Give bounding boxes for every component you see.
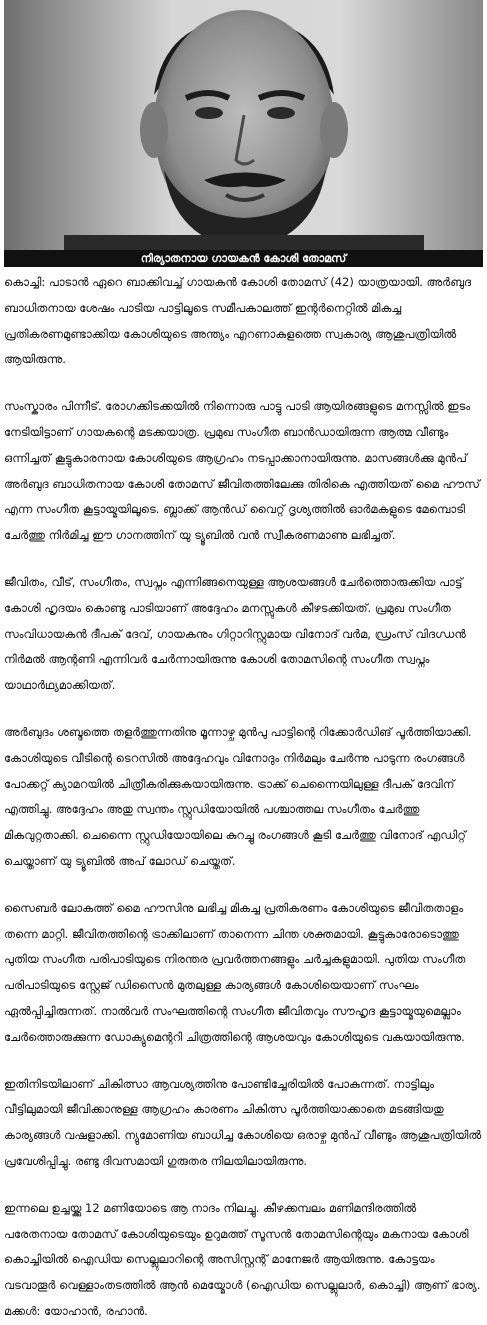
paragraph-7: ഇന്നലെ ഉച്ചയ്ക്കു 12 മണിയോടെ ആ നാദം നിലച്ചു. കീഴക്കമ്പലം മണിമന്ദിരത്തിൽ പരേതനായ തോമസ് കോശിയുടെയും ഉറുമത്ത് സൂസൻ തോമസിന്റെയും മകനായ കോശി കൊച്ചിയിൽ ഐഡിയ സെല്ലുലാറിന്റെ അസിസ്റ്റന്റ് മാനേജർ ആയിരുന്നു. കോട്ടയം വടവാതൂർ വെള്ളാംതടത്തിൽ ആൻ മെയ്മോൾ (ഐഡിയ സെല്ലുലാർ, കൊച്ചി) ആണ് ഭാര്യ. മക്കൾ: യോഹാൻ, രഹാൻ. bbox=[4, 1200, 481, 1318]
portrait-photo-icon bbox=[4, 0, 483, 250]
paragraph-1: കൊച്ചി: പാടാൻ ഏറെ ബാക്കിവച്ച് ഗായകൻ കോശി തോമസ് (42) യാത്രയായി. അർബുദ ബാധിതനായ ശേഷം പാടിയ പാട്ടിലൂടെ സമീപകാലത്ത് ഇന്റർനെറ്റിൽ മികച്ച പ്രതികരണമുണ്ടാക്കിയ കോശിയുടെ അന്ത്യം എറണാകുളത്തെ സ്വകാര്യ ആശുപത്രിയിൽ ആയിരുന്നു. bbox=[4, 275, 472, 367]
article-body bbox=[4, 270, 483, 1325]
photo-caption: നിര്യാതനായ ഗായകൻ കോശി തോമസ് bbox=[4, 250, 483, 267]
singer-photo bbox=[4, 0, 483, 250]
paragraph-3: ജീവിതം, വീട്, സംഗീതം, സ്വപ്നം എന്നിങ്ങനെയുള്ള ആശയങ്ങൾ ചേർത്തൊരുക്കിയ പാട്ട് കോശി ഹൃദയം കൊണ്ടു പാടിയാണ് അദ്ദേഹം മനസ്സുകൾ കീഴടക്കിയത്. പ്രമുഖ സംഗീത സംവിധായകൻ ദീപക് ദേവ്, ഗായകനും ഗിറ്റാറിസ്റ്റുമായ വിനോദ് വർമ, ഡ്രംസ് വിദഗ്ധൻ നിർമൽ ആന്റണി എന്നിവർ ചേർന്നായിരുന്നു കോശി തോമസിന്റെ സംഗീത സ്വപ്നം യാഥാർഥ്യമാക്കിയത്. bbox=[4, 574, 466, 693]
paragraph-5: സൈബർ ലോകത്ത് മൈ ഹൗസിനു ലഭിച്ച മികച്ച പ്രതികരണം കോശിയുടെ ജീവിതതാളം തന്നെ മാറ്റി. ജീവിതത്തിന്റെ ട്രാക്കിലാണ് താനെന്ന ചിന്ത ശക്തമായി. കൂട്ടുകാരോടൊത്തു പുതിയ സംഗീത പരിപാടിയുടെ നിരന്തര പ്രവർത്തനങ്ങളും ചർച്ചകളുമായി. പുതിയ സംഗീത പരിപാടിയുടെ സ്റ്റേജ് ഡിസൈൻ മുതലുള്ള കാര്യങ്ങൾ കോശിയെയാണ് സംഘം ഏൽപ്പിച്ചിരുന്നത്. നാൽവർ സംഘത്തിന്റെ സംഗീത ജീവിതവും സൗഹൃദ കൂട്ടായ്മയുമെല്ലാം ചേർത്തൊരുക്കുന്ന ഡോക്യുമെന്ററി ചിത്രത്തിന്റെ ആശയവും കോശിയുടെ വകയായിരുന്നു. bbox=[4, 900, 466, 1044]
paragraph-2: സംസ്കാരം പിന്നീട്. രോഗക്കിടക്കയിൽ നിന്നൊരു പാട്ടു പാടി ആയിരങ്ങളുടെ മനസ്സിൽ ഇടം നേടിയിട്ടാണ് ഗായകന്റെ മടക്കയാത്ര. പ്രമുഖ സംഗീത ബാൻഡായിരുന്ന ആത്മ വീണ്ടും ഒന്നിച്ചത് കൂട്ടുകാരനായ കോശിയുടെ ആഗ്രഹം നടപ്പാക്കാനായിരുന്നു. മാസങ്ങൾക്കു മുൻപ് അർബുദ ബാധിതനായ കോശി തോമസ് ജീവിതത്തിലേക്കു തിരികെ എത്തിയത് മൈ ഹൗസ് എന്ന സംഗീത കൂട്ടായ്മയിലൂടെ. ബ്ലാക്ക് ആൻഡ് വൈറ്റ് ദൃശ്യത്തിൽ ഓർമകളുടെ മേമ്പൊടി ചേർത്തു നിർമിച്ച ഈ ഗാനത്തിന് യു ട്യൂബിൽ വൻ സ്വീകരണമാണു ലഭിച്ചത്. bbox=[4, 399, 480, 543]
paragraph-6: ഇതിനിടയിലാണ് ചികിത്സാ ആവശ്യത്തിനു പോണ്ടിച്ചേരിയിൽ പോകുന്നത്. നാട്ടിലും വീട്ടിലുമായി ജീവിക്കാനുള്ള ആഗ്രഹം കാരണം ചികിത്സ പൂർത്തിയാക്കാതെ മടങ്ങിയതു കാര്യങ്ങൾ വഷളാക്കി. ന്യുമോണിയ ബാധിച്ച കോശിയെ ഒരാഴ്ച മുൻപ് വീണ്ടും ആശുപത്രിയിൽ പ്രവേശിപ്പിച്ചു. രണ്ടു ദിവസമായി ഗുരുതര നിലയിലായിരുന്നു. bbox=[4, 1076, 482, 1168]
paragraph-4: അർബുദം ശബ്ദത്തെ തളർത്തുന്നതിനു മൂന്നാഴ്ച മുൻപു പാട്ടിന്റെ റിക്കോർഡിങ് പൂർത്തിയാക്കി. കോശിയുടെ വീടിന്റെ ടെറസിൽ അദ്ദേഹവും വിനോദും നിർമലും ചേർന്നു പാടുന്ന രംഗങ്ങൾ പോക്കറ്റ് ക്യാമറയിൽ ചിത്രീകരിക്കുകയായിരുന്നു. ട്രാക്ക് ചെന്നൈയിലുള്ള ദീപക് ദേവിന് എത്തിച്ചു. അദ്ദേഹം അതു സ്വന്തം സ്റ്റുഡിയോയിൽ പശ്ചാത്തല സംഗീതം ചേർത്തു മികവുറ്റതാക്കി. ചെന്നൈ സ്റ്റുഡിയോയിലെ കുറച്ചു രംഗങ്ങൾ കൂടി ചേർത്തു വിനോദ് എഡിറ്റ് ചെയ്താണ് യു ട്യൂബിൽ അപ് ലോഡ് ചെയ്തത്. bbox=[4, 724, 472, 868]
